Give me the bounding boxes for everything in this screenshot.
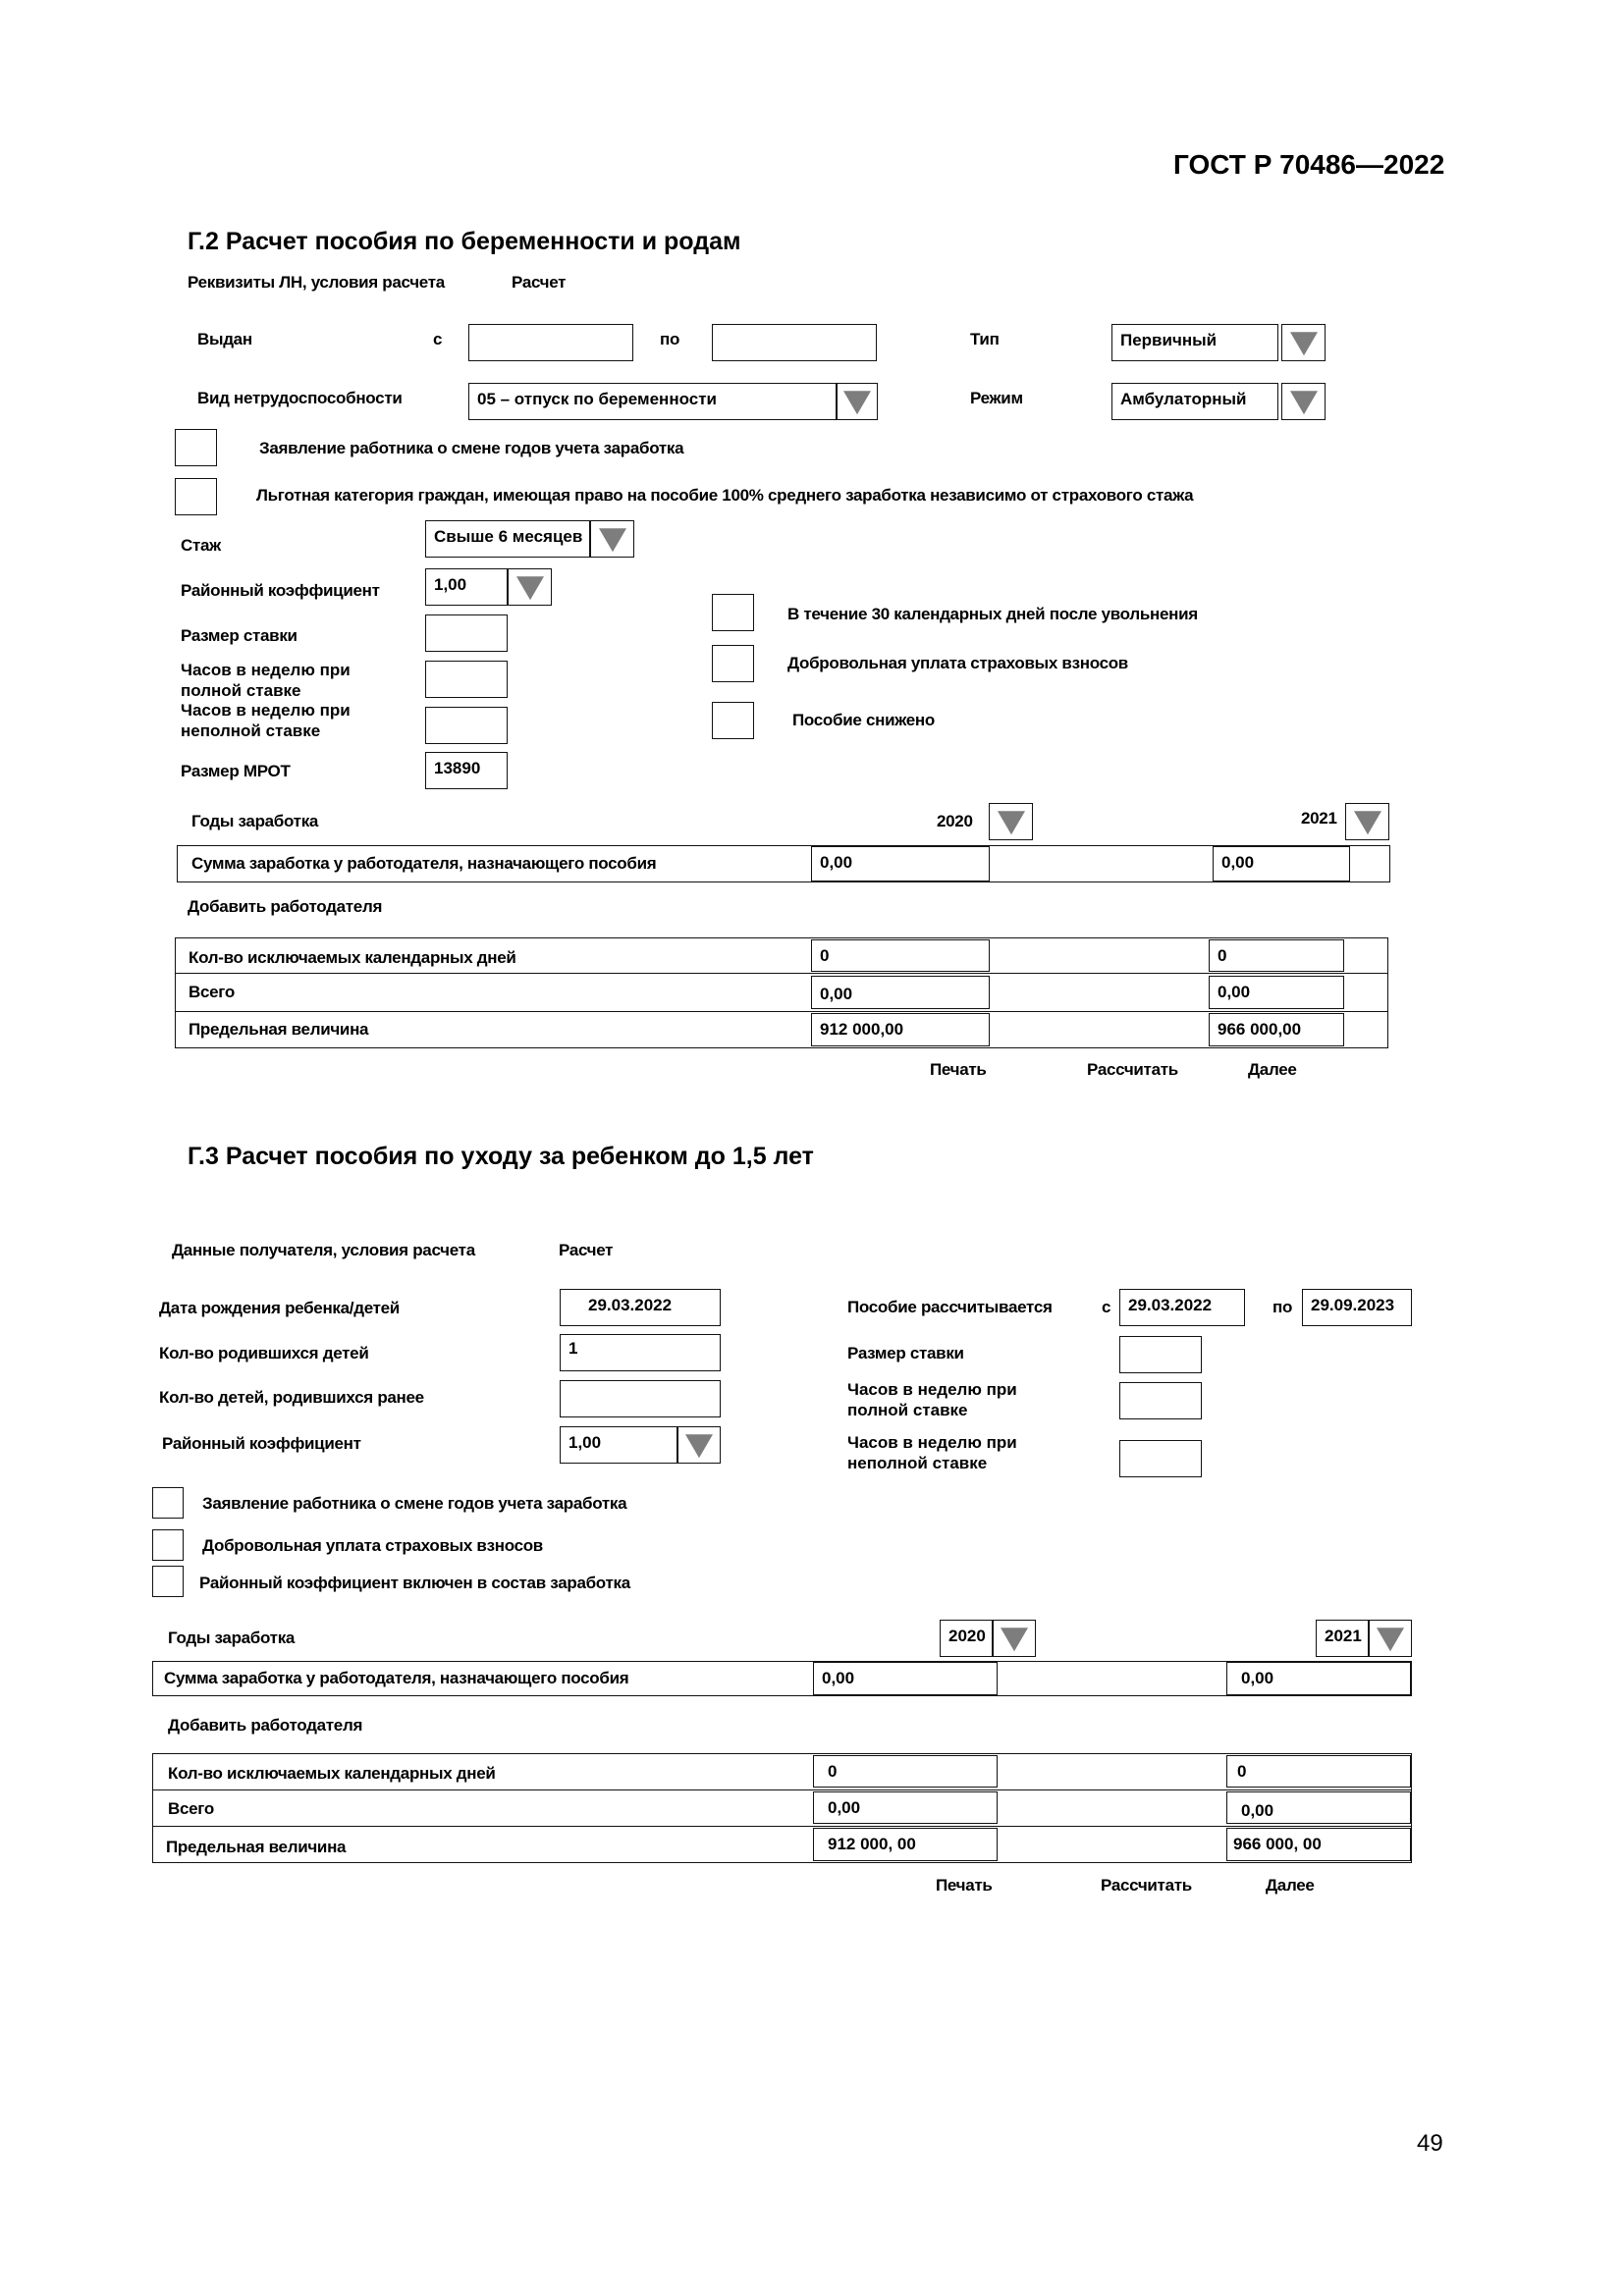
issued-from-input[interactable]: [468, 324, 633, 361]
earnings-label: Сумма заработка у работодателя, назначающего пособия: [191, 854, 657, 873]
birth-date-input[interactable]: 29.03.2022: [560, 1289, 721, 1326]
district-coef-dropdown-button[interactable]: [508, 568, 552, 606]
chevron-down-icon: [843, 391, 871, 414]
chevron-down-icon: [998, 811, 1025, 834]
full-hours-label: Часов в неделю при полной ставке: [181, 661, 351, 700]
voluntary-payment-label: Добровольная уплата страховых взносов: [787, 654, 1128, 672]
part-hours-label: Часов в неделю при неполной ставке: [181, 701, 351, 740]
earnings-2020-input[interactable]: 0,00: [811, 846, 990, 881]
change-years-checkbox[interactable]: [175, 429, 217, 466]
part-hours-input[interactable]: [1119, 1440, 1202, 1477]
next-button[interactable]: Далее: [1266, 1876, 1315, 1895]
chevron-down-icon: [1290, 332, 1318, 355]
district-coef-label: Районный коэффициент: [162, 1434, 361, 1453]
experience-label: Стаж: [181, 536, 221, 555]
limit-2020-value: 912 000,00: [811, 1013, 990, 1046]
rate-input[interactable]: [425, 614, 508, 652]
print-button[interactable]: Печать: [930, 1060, 987, 1079]
document-number: ГОСТ Р 70486—2022: [1173, 149, 1445, 180]
type-label: Тип: [970, 330, 1000, 348]
children-before-input[interactable]: [560, 1380, 721, 1417]
children-born-input[interactable]: 1: [560, 1334, 721, 1371]
voluntary-payment-checkbox[interactable]: [712, 645, 754, 682]
full-hours-label: Часов в неделю при полной ставке: [847, 1380, 1017, 1419]
limit-label: Предельная величина: [189, 1020, 369, 1039]
experience-dropdown-button[interactable]: [590, 520, 634, 558]
district-coef-dropdown-button[interactable]: [677, 1426, 721, 1464]
year2-dropdown-button[interactable]: [1369, 1620, 1412, 1657]
benefit-reduced-label: Пособие снижено: [792, 711, 935, 729]
earning-years-label: Годы заработка: [168, 1629, 296, 1647]
chevron-down-icon: [1001, 1628, 1028, 1651]
part-hours-input[interactable]: [425, 707, 508, 744]
privileged-category-label: Льготная категория граждан, имеющая право на пособие 100% среднего заработка независимо от страхового стажа: [256, 486, 1194, 505]
total-2021-value: 0,00: [1209, 976, 1344, 1009]
district-coef-select[interactable]: 1,00: [425, 568, 508, 606]
rate-label: Размер ставки: [181, 626, 298, 645]
earnings-label: Сумма заработка у работодателя, назначающего пособия: [164, 1669, 629, 1687]
limit-2021-value: 966 000, 00: [1226, 1828, 1411, 1861]
year1-dropdown-button[interactable]: [989, 803, 1033, 840]
period-to-input[interactable]: 29.09.2023: [1302, 1289, 1412, 1326]
next-button[interactable]: Далее: [1248, 1060, 1297, 1079]
total-label: Всего: [189, 983, 235, 1001]
from-label: с: [433, 330, 443, 348]
year1-dropdown-button[interactable]: [993, 1620, 1036, 1657]
earnings-2020-input[interactable]: 0,00: [813, 1662, 998, 1695]
period-to-label: по: [1272, 1298, 1293, 1316]
excluded-days-label: Кол-во исключаемых календарных дней: [168, 1764, 496, 1783]
district-coef-select[interactable]: 1,00: [560, 1426, 677, 1464]
type-select[interactable]: Первичный: [1111, 324, 1278, 361]
total-label: Всего: [168, 1799, 214, 1818]
calculate-button[interactable]: Рассчитать: [1087, 1060, 1178, 1079]
voluntary-payment-label: Добровольная уплата страховых взносов: [202, 1536, 543, 1555]
chevron-down-icon: [685, 1434, 713, 1458]
total-2020-value: 0,00: [811, 976, 990, 1009]
calculate-button[interactable]: Рассчитать: [1101, 1876, 1192, 1895]
mode-select[interactable]: Амбулаторный: [1111, 383, 1278, 420]
privileged-category-checkbox[interactable]: [175, 478, 217, 515]
mode-label: Режим: [970, 389, 1023, 407]
disability-type-dropdown-button[interactable]: [837, 383, 878, 420]
period-from-label: с: [1102, 1298, 1111, 1316]
experience-select[interactable]: Свыше 6 месяцев: [425, 520, 590, 558]
chevron-down-icon: [516, 576, 544, 600]
earnings-2021-input[interactable]: 0,00: [1226, 1662, 1411, 1695]
limit-2021-value: 966 000,00: [1209, 1013, 1344, 1046]
after-dismissal-checkbox[interactable]: [712, 594, 754, 631]
benefit-period-label: Пособие рассчитывается: [847, 1298, 1053, 1316]
period-from-input[interactable]: 29.03.2022: [1119, 1289, 1245, 1326]
tab-calculation[interactable]: Расчет: [559, 1241, 614, 1259]
tab-requisites[interactable]: Реквизиты ЛН, условия расчета: [188, 273, 445, 292]
limit-2020-value: 912 000, 00: [813, 1828, 998, 1861]
earnings-2021-input[interactable]: 0,00: [1213, 846, 1350, 881]
change-years-label: Заявление работника о смене годов учета заработка: [259, 439, 684, 457]
change-years-checkbox[interactable]: [152, 1487, 184, 1519]
disability-type-select[interactable]: 05 – отпуск по беременности: [468, 383, 837, 420]
disability-type-label: Вид нетрудоспособности: [197, 389, 403, 407]
year2-dropdown-button[interactable]: [1345, 803, 1389, 840]
voluntary-payment-checkbox[interactable]: [152, 1529, 184, 1561]
year1-select[interactable]: 2020: [940, 1620, 993, 1657]
district-coef-label: Районный коэффициент: [181, 581, 380, 600]
issued-label: Выдан: [197, 330, 252, 348]
mode-dropdown-button[interactable]: [1281, 383, 1326, 420]
district-included-label: Районный коэффициент включен в состав заработка: [199, 1574, 630, 1592]
excluded-days-2020-input[interactable]: 0: [813, 1755, 998, 1788]
tab-recipient-data[interactable]: Данные получателя, условия расчета: [172, 1241, 475, 1259]
chevron-down-icon: [1354, 811, 1381, 834]
print-button[interactable]: Печать: [936, 1876, 993, 1895]
page-number: 49: [1417, 2130, 1443, 2157]
issued-to-input[interactable]: [712, 324, 877, 361]
mrot-label: Размер МРОТ: [181, 762, 291, 780]
rate-label: Размер ставки: [847, 1344, 964, 1362]
part-hours-label: Часов в неделю при неполной ставке: [847, 1433, 1017, 1472]
children-before-label: Кол-во детей, родившихся ранее: [159, 1388, 424, 1407]
year2-select[interactable]: 2021: [1316, 1620, 1369, 1657]
rate-input[interactable]: [1119, 1336, 1202, 1373]
excluded-days-2020-input[interactable]: 0: [811, 939, 990, 972]
limit-label: Предельная величина: [166, 1838, 347, 1856]
add-employer-link[interactable]: Добавить работодателя: [168, 1716, 363, 1735]
section-g3-title: Г.3 Расчет пособия по уходу за ребенком до 1,5 лет: [188, 1143, 814, 1170]
benefit-reduced-checkbox[interactable]: [712, 702, 754, 739]
to-label: по: [660, 330, 680, 348]
section-g2-title: Г.2 Расчет пособия по беременности и родам: [188, 228, 741, 255]
excluded-days-2021-input[interactable]: 0: [1209, 939, 1344, 972]
tab-calculation[interactable]: Расчет: [512, 273, 567, 292]
birth-date-label: Дата рождения ребенка/детей: [159, 1299, 400, 1317]
total-2021-value: 0,00: [1226, 1791, 1411, 1824]
district-included-checkbox[interactable]: [152, 1566, 184, 1597]
change-years-label: Заявление работника о смене годов учета заработка: [202, 1494, 627, 1513]
total-2020-value: 0,00: [813, 1791, 998, 1824]
mrot-input[interactable]: 13890: [425, 752, 508, 789]
year1-value: 2020: [937, 812, 973, 830]
chevron-down-icon: [1290, 391, 1318, 414]
year2-value: 2021: [1301, 809, 1337, 828]
type-dropdown-button[interactable]: [1281, 324, 1326, 361]
chevron-down-icon: [1377, 1628, 1404, 1651]
excluded-days-2021-input[interactable]: 0: [1226, 1755, 1411, 1788]
excluded-days-label: Кол-во исключаемых календарных дней: [189, 948, 516, 967]
after-dismissal-label: В течение 30 календарных дней после увольнения: [787, 605, 1198, 623]
add-employer-link[interactable]: Добавить работодателя: [188, 897, 383, 916]
chevron-down-icon: [599, 528, 626, 552]
earning-years-label: Годы заработка: [191, 812, 319, 830]
full-hours-input[interactable]: [425, 661, 508, 698]
children-born-label: Кол-во родившихся детей: [159, 1344, 369, 1362]
full-hours-input[interactable]: [1119, 1382, 1202, 1419]
